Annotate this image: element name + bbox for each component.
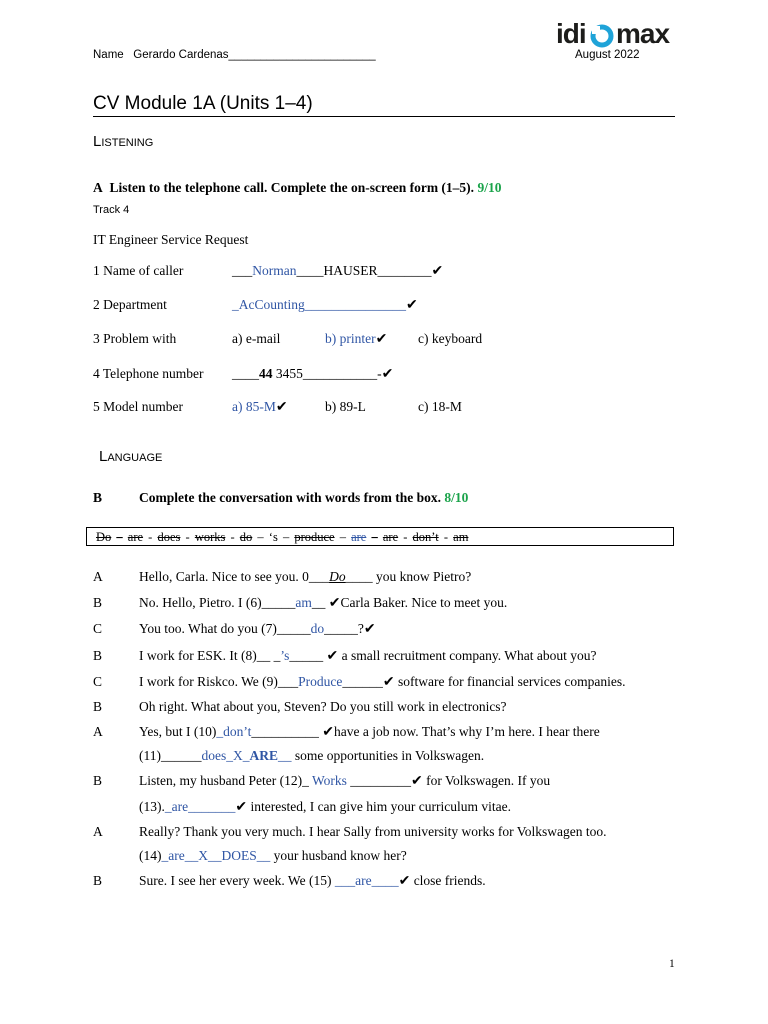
dialogue-text: Listen, my husband Peter (12)_	[139, 773, 312, 788]
form-label: 2 Department	[93, 297, 167, 312]
dialogue-text: Hello, Carla. Nice to see you. 0___	[139, 569, 330, 584]
box-word: -	[443, 530, 449, 544]
answer-text: _are_______	[164, 799, 236, 814]
speaker-label: B	[93, 699, 103, 714]
dialogue-line	[139, 848, 407, 864]
section-a-score: 9/10	[477, 180, 502, 195]
box-word: –	[116, 530, 123, 544]
dialogue-line	[139, 569, 471, 585]
dialogue-text: I work for Riskco. We (9)___	[139, 674, 299, 689]
form-label: 3 Problem with	[93, 331, 177, 346]
section-b-instruction	[93, 490, 102, 506]
section-b-text: Complete the conversation with words from the box.	[139, 490, 441, 505]
box-word: ‘s	[268, 530, 278, 544]
speaker-label: A	[93, 824, 103, 839]
check-icon: ✔	[382, 675, 395, 690]
dialogue-text: (13).	[139, 799, 165, 814]
answer-text: _don’t	[216, 724, 252, 739]
dialogue-text: I work for ESK. It (8)__ _	[139, 648, 281, 663]
section-a-instruction	[93, 180, 501, 196]
dialogue-text: some opportunities in Volkswagen.	[291, 748, 485, 763]
section-a-letter: A	[93, 180, 103, 195]
check-icon: ✔	[326, 649, 339, 664]
section-a-text: Listen to the telephone call. Complete the on-screen form (1–5).	[109, 180, 475, 195]
box-word: does	[157, 530, 181, 544]
dialogue-line	[139, 773, 550, 790]
option-email: a) e-mail	[232, 331, 281, 346]
name-line	[93, 49, 376, 61]
page-number: 1	[669, 958, 675, 970]
dialogue-text: Carla Baker. Nice to meet you.	[340, 595, 508, 610]
name-label: Name	[93, 49, 124, 61]
form-value-department: _AcCounting_______________✔	[232, 297, 418, 313]
dialogue-text: _________	[346, 773, 412, 788]
box-word: –	[282, 530, 290, 544]
box-word: am	[453, 530, 469, 544]
dialogue-line	[139, 699, 507, 715]
check-icon: ✔	[275, 400, 288, 415]
speaker-label: C	[93, 621, 103, 636]
box-word: -	[185, 530, 190, 544]
dialogue-text: No. Hello, Pietro. I (6)_____	[139, 595, 296, 610]
dialogue-line	[139, 824, 607, 840]
form-row-model	[93, 399, 183, 415]
speaker-label: A	[93, 569, 103, 584]
dialogue-text: software for financial services companies.	[394, 674, 626, 689]
date: August 2022	[575, 49, 640, 61]
speaker-label: C	[93, 674, 103, 689]
track-label: Track 4	[93, 204, 130, 216]
form-value-telephone: ____44 3455___________-✔	[232, 366, 394, 382]
dialogue-text: close friends.	[410, 873, 486, 888]
logo-text-left: idi	[556, 18, 586, 49]
option-keyboard: c) keyboard	[418, 331, 483, 346]
dialogue-text: have a job now. That’s why I’m here. I hear there	[334, 724, 600, 739]
answer-text: Produce	[298, 674, 343, 689]
answer-text: am	[295, 595, 312, 610]
answer-department: AcCounting_______________	[238, 297, 406, 312]
dialogue-text: Really? Thank you very much. I hear Sally from university works for Volkswagen too.	[139, 824, 607, 839]
form-row-telephone	[93, 366, 204, 382]
dialogue-line	[139, 873, 486, 890]
check-icon: ✔	[381, 367, 394, 382]
dialogue-text: Yes, but I (10)	[139, 724, 217, 739]
form-value-name: ___Norman____HAUSER________✔	[232, 263, 444, 279]
box-word: don’t	[412, 530, 439, 544]
dialogue-line	[139, 724, 600, 741]
check-icon: ✔	[322, 725, 335, 740]
check-icon: ✔	[431, 264, 444, 279]
box-word: are	[382, 530, 399, 544]
section-b-letter: B	[93, 490, 103, 505]
logo-o-icon	[589, 22, 615, 48]
form-title: IT Engineer Service Request	[93, 232, 249, 247]
check-icon: ✔	[398, 874, 411, 889]
name-blank: _______________________	[228, 49, 376, 61]
check-icon: ✔	[411, 774, 423, 789]
section-b-score: 8/10	[444, 490, 469, 505]
answer-text: Works	[311, 773, 347, 788]
box-word: -	[148, 530, 153, 544]
dialogue-line	[139, 748, 484, 764]
answer-text: ARE	[249, 748, 279, 763]
box-word: works	[194, 530, 226, 544]
dialogue-line	[139, 621, 376, 638]
check-icon: ✔	[328, 596, 341, 611]
speaker-label: A	[93, 724, 103, 739]
box-word: -	[230, 530, 235, 544]
option-18m: c) 18-M	[418, 399, 462, 414]
dialogue-text: _____?	[324, 621, 364, 636]
form-row-name	[93, 263, 183, 279]
dialogue-line	[139, 648, 597, 665]
box-word: are	[351, 530, 367, 544]
logo-text-right: max	[616, 18, 670, 49]
check-icon: ✔	[406, 298, 418, 313]
box-word: -	[403, 530, 408, 544]
speaker-label: B	[93, 595, 103, 610]
dialogue-text: You too. What do you (7)_____	[139, 621, 311, 636]
dialogue-text: (14)	[139, 848, 162, 863]
dialogue-line	[139, 674, 626, 691]
form-label: 4 Telephone number	[93, 366, 204, 381]
section-b-text-line	[139, 490, 468, 506]
form-row-problem	[93, 331, 176, 347]
speaker-label: B	[93, 773, 103, 788]
option-89l: b) 89-L	[325, 399, 366, 414]
example-answer: Do	[329, 569, 346, 584]
title-rule	[93, 116, 675, 117]
answer-text: _are__X__DOES__	[161, 848, 271, 863]
box-word: do	[239, 530, 253, 544]
dialogue-text: __	[311, 595, 329, 610]
option-printer: b) printer✔	[325, 331, 388, 347]
box-word: –	[257, 530, 264, 544]
dialogue-text: __________	[251, 724, 323, 739]
idiomax-logo	[556, 18, 676, 50]
dialogue-text: ______	[342, 674, 383, 689]
answer-text: __	[278, 748, 292, 763]
answer-name: Norman	[252, 263, 297, 278]
form-label: 5 Model number	[93, 399, 183, 414]
answer-telephone-prefix: 44	[259, 366, 273, 381]
box-word: –	[371, 530, 378, 544]
word-box	[86, 527, 674, 546]
box-word: are	[127, 530, 144, 544]
listening-heading: Listening	[93, 133, 154, 150]
dialogue-text: ____ you know Pietro?	[345, 569, 472, 584]
speaker-label: B	[93, 648, 103, 663]
language-heading: Language	[99, 448, 163, 465]
dialogue-text: for Volkswagen. If you	[422, 773, 551, 788]
box-word: –	[339, 530, 346, 544]
box-word: Do	[96, 530, 112, 544]
box-word: produce	[294, 530, 335, 544]
dialogue-text: interested, I can give him your curriculum vitae.	[247, 799, 512, 814]
dialogue-text: your husband know her?	[270, 848, 407, 863]
dialogue-line	[139, 595, 507, 612]
form-row-department	[93, 297, 167, 313]
check-icon: ✔	[363, 622, 376, 637]
name-value: Gerardo Cardenas	[133, 49, 229, 61]
page-title: CV Module 1A (Units 1–4)	[93, 93, 313, 114]
check-icon: ✔	[375, 332, 388, 347]
dialogue-text: a small recruitment company. What about you?	[338, 648, 597, 663]
dialogue-line	[139, 799, 511, 816]
answer-text: does_X_	[201, 748, 250, 763]
option-85m: a) 85-M✔	[232, 399, 288, 415]
check-icon: ✔	[235, 800, 248, 815]
form-label: 1 Name of caller	[93, 263, 184, 278]
dialogue-text: (11)______	[139, 748, 202, 763]
dialogue-text: Sure. I see her every week. We (15)	[139, 873, 335, 888]
speaker-label: B	[93, 873, 103, 888]
dialogue-text: _____	[289, 648, 327, 663]
dialogue-text: Oh right. What about you, Steven? Do you still work in electronics?	[139, 699, 507, 714]
answer-text: do	[310, 621, 325, 636]
answer-text: ’s	[280, 648, 290, 663]
answer-text: ___are____	[334, 873, 399, 888]
